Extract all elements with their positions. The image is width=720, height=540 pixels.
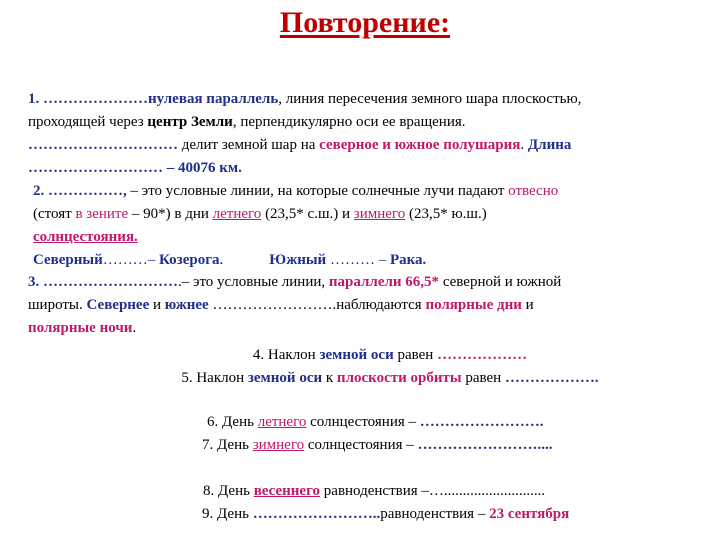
item-1-line-3: ………………………… делит земной шар на северное и южное полушария. Длина bbox=[28, 137, 572, 153]
item-4: 4. Наклон земной оси равен ……………… bbox=[252, 347, 528, 363]
item-1-line-2: проходящей через центр Земли, перпендикулярно оси ее вращения. bbox=[28, 114, 466, 130]
item-2-line-1: 2. ……………, – это условные линии, на которые солнечные лучи падают отвесно bbox=[33, 183, 559, 199]
item-1-line-4: ……………………… – 40076 км. bbox=[28, 160, 242, 176]
item-2-line-3: солнцестояния. bbox=[33, 229, 138, 245]
items-8-9 bbox=[200, 480, 569, 526]
item-9: 9. День ……………………..равноденствия – 23 сентября bbox=[202, 506, 570, 522]
items-6-7 bbox=[200, 411, 553, 457]
item-6: 6. День летнего солнцестояния – ……………………. bbox=[207, 414, 544, 430]
item-5: 5. Наклон земной оси к плоскости орбиты равен ………………. bbox=[181, 370, 599, 386]
item-3 bbox=[28, 271, 561, 340]
item-3-line-3: полярные ночи. bbox=[28, 320, 137, 336]
item-2 bbox=[33, 180, 558, 272]
item-3-line-1: 3. ……………………….– это условные линии, параллели 66,5* северной и южной bbox=[28, 274, 562, 290]
item-1-line-1: 1. …………………нулевая параллель, линия пересечения земного шара плоскостью, bbox=[28, 91, 582, 107]
item-7: 7. День зимнего солнцестояния – …………………….... bbox=[202, 437, 553, 453]
page-title: Повторение: bbox=[279, 6, 451, 39]
item-8: 8. День весеннего равноденствия –…........................... bbox=[203, 483, 546, 499]
item-1 bbox=[28, 88, 581, 180]
item-2-line-4: Северный………– Козерога. Южный ……… – Рака. bbox=[33, 252, 427, 268]
item-2-line-2: (стоят в зените – 90*) в дни летнего (23,5* с.ш.) и зимнего (23,5* ю.ш.) bbox=[33, 206, 487, 222]
item-3-line-2: широты. Севернее и южнее …………………….наблюдаются полярные дни и bbox=[28, 297, 534, 313]
items-4-5 bbox=[135, 344, 645, 390]
